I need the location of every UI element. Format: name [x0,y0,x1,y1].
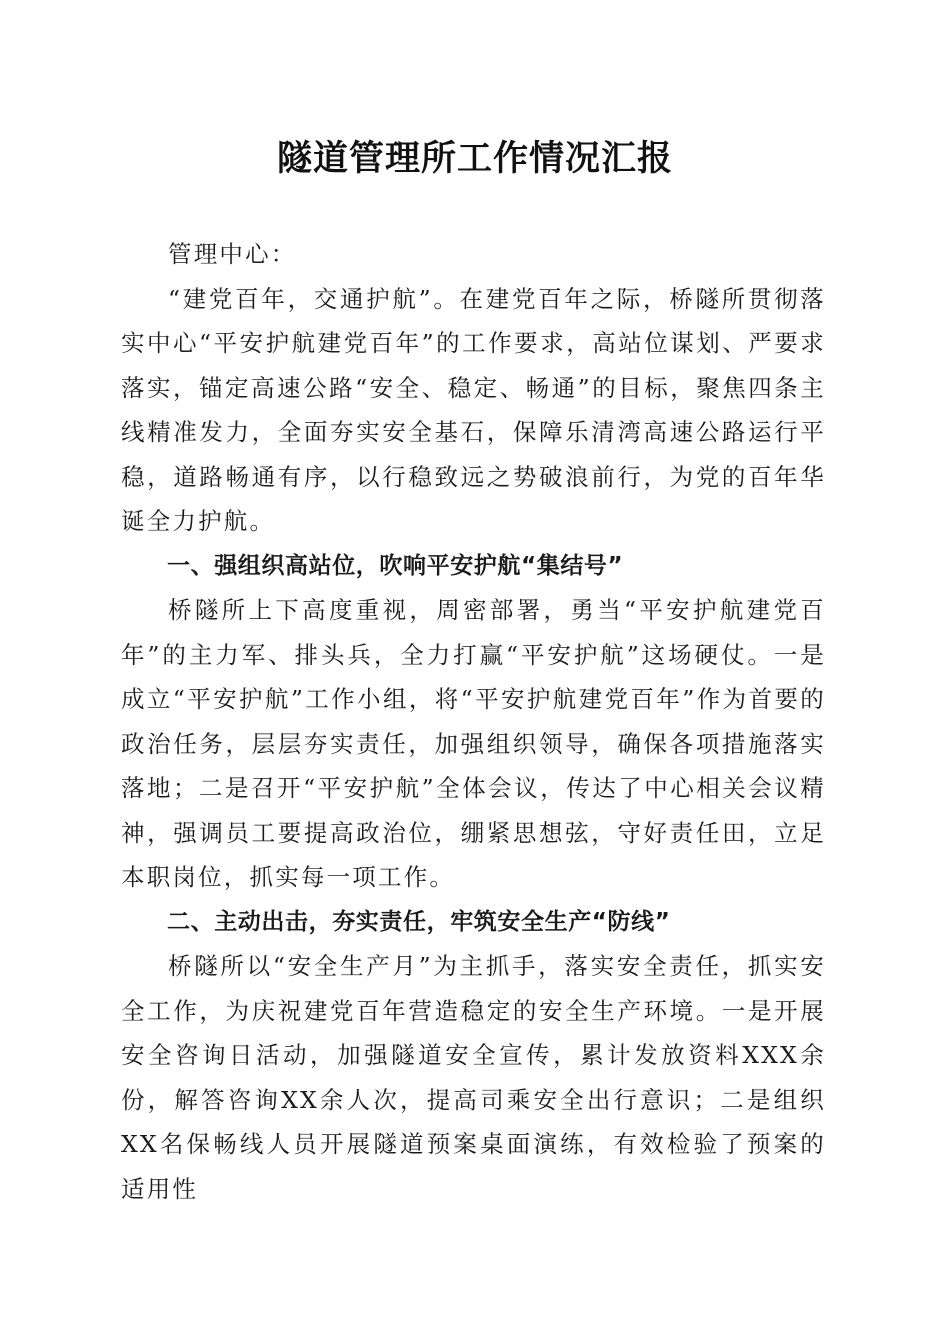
salutation: 管理中心： [168,240,297,268]
section-1-heading: 一、强组织高站位，吹响平安护航“集结号” [167,552,624,579]
intro-paragraph: “建党百年，交通护航”。在建党百年之际，桥隧所贯彻落实中心“平安护航建党百年”的工作要求，高站位谋划、严要求落实，锚定高速公路“安全、稳定、畅通”的目标，聚焦四条主线精准发力，全面夯实安全基石，保障乐清湾高速公路运行平稳，道路畅通有序，以行稳致远之势破浪前行，为党的百年华诞全力护航。 [121,284,826,535]
document-body [121,232,826,1211]
section-2-heading: 二、主动出击，夯实责任，牢筑安全生产“防线” [167,908,671,935]
section-2-paragraph: 桥隧所以“安全生产月”为主抓手，落实安全责任，抓实安全工作，为庆祝建党百年营造稳定的安全生产环境。一是开展安全咨询日活动，加强隧道安全宣传，累计发放资料XXX余份，解答咨询XX余人次，提高司乘安全出行意识；二是组织XX名保畅线人员开展隧道预案桌面演练，有效检验了预案的适用性 [121,952,826,1203]
section-1-paragraph: 桥隧所上下高度重视，周密部署，勇当“平安护航建党百年”的主力军、排头兵，全力打赢“平安护航”这场硬仗。一是成立“平安护航”工作小组，将“平安护航建党百年”作为首要的政治任务，层层夯实责任，加强组织领导，确保各项措施落实落地；二是召开“平安护航”全体会议，传达了中心相关会议精神，强调员工要提高政治位，绷紧思想弦，守好责任田，立足本职岗位，抓实每一项工作。 [121,596,826,891]
document-title: 隧道管理所工作情况汇报 [276,138,673,179]
